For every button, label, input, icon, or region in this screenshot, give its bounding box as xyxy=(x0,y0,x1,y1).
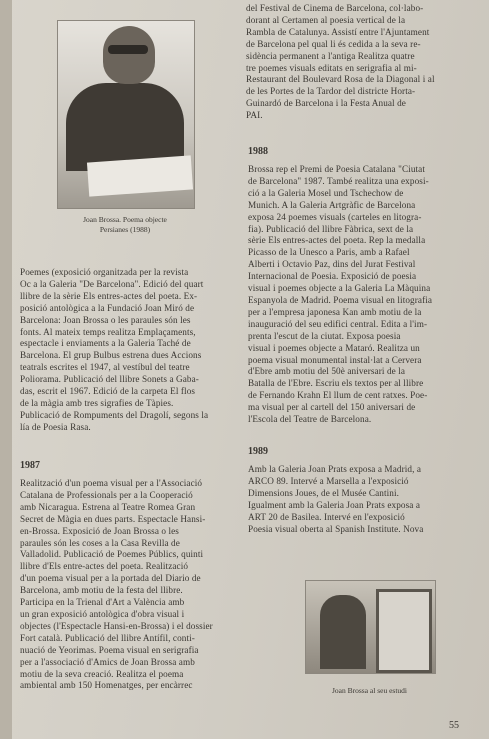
text-line: per a l'associació d'Amics de Joan Brossa amb xyxy=(20,656,195,667)
text-line: de Barcelona pel qual li és cedida a la seva re- xyxy=(246,38,421,49)
text-line: un gran exposició antològica d'obra visual i xyxy=(20,608,185,619)
text-line: fonts. Al mateix temps realitza Emplaçaments, xyxy=(20,326,196,337)
text-line: motiu de la seva creació. Realitza el poema xyxy=(20,668,184,679)
text-line: sidència permanent a l'antiga Realitza quatre xyxy=(246,50,415,61)
text-line: Barcelona: Joan Brossa o les paraules són les xyxy=(20,314,191,325)
text-line: Secret de Màgia en dues parts. Espectacle Hansi- xyxy=(20,513,206,524)
text-line: ció a la Galeria Mosel und Tschechow de xyxy=(248,187,404,198)
year-heading-1989: 1989 xyxy=(248,446,268,457)
text-line: Internacional de Poesia. Exposició de poesia xyxy=(248,271,417,282)
text-line: Guinardó de Barcelona i la Festa Anual de xyxy=(246,98,406,109)
text-line: sèrie Els entres-actes del poeta. Rep la medalla xyxy=(248,235,426,246)
text-line: ambiental amb 150 Homenatges, per encàrrec xyxy=(20,680,193,691)
studio-photo xyxy=(305,580,436,674)
text-line: PAI. xyxy=(246,110,263,121)
text-line: llibre d'Els entre-actes del poeta. Realització xyxy=(20,561,189,572)
text-line: visual i poemes objecte a la Galeria La Màquina xyxy=(248,283,431,294)
photo-figure xyxy=(320,595,366,669)
photo-artwork-frame xyxy=(376,589,432,673)
studio-photo-caption: Joan Brossa al seu estudi xyxy=(332,686,407,695)
year-heading-1987: 1987 xyxy=(20,460,40,471)
caption-line: Joan Brossa. Poema objecte xyxy=(83,215,167,224)
text-line: Participa en la Trienal d'Art a València amb xyxy=(20,597,185,608)
text-line: Barcelona, amb motiu de la festa del llibre. xyxy=(20,585,183,596)
text-line: Poemes (exposició organitzada per la revista xyxy=(20,267,189,277)
text-line: dorant al Certamen al poesia vertical de la xyxy=(246,14,406,25)
text-line: Brossa rep el Premi de Poesia Catalana "Ciutat xyxy=(248,164,425,174)
text-line: paraules són les coses a la Casa Revilla de xyxy=(20,537,180,548)
page-gutter xyxy=(0,0,12,739)
text-line: ma visual per al cartell del 150 aniversari de xyxy=(248,402,416,413)
text-line: Dimensions Joues, de el Musée Cantini. xyxy=(248,487,400,498)
text-line: Munich. A la Galeria Artgràfic de Barcelona xyxy=(248,199,416,210)
text-line: l'Escola del Teatre de Barcelona. xyxy=(248,414,372,425)
text-line: inauguració del seu edifici central. Edita a l'im- xyxy=(248,318,428,329)
text-line: teatrals escrites el 1947, al vestíbul del teatre xyxy=(20,362,190,373)
paragraph-1986-continued xyxy=(20,267,208,434)
text-line: Valladolid. Publicació de Poemes Públics, quinti xyxy=(20,549,204,560)
text-line: de Fernando Krahn El llum de cent ratxes. Poe- xyxy=(248,390,428,401)
text-line: Poliorama. Publicació del llibre Sonets a Gaba- xyxy=(20,374,199,385)
text-line: Rambla de Catalunya. Assistí entre l'Ajuntament xyxy=(246,26,430,37)
text-line: Amb la Galeria Joan Prats exposa a Madrid, a xyxy=(248,464,422,474)
text-line: amb Nicaragua. Estrena al Teatre Romea Gran xyxy=(20,501,196,512)
text-line: poema visual monumental instal·lat a Cervera xyxy=(248,354,422,365)
year-heading-1988: 1988 xyxy=(248,146,268,157)
paragraph-1988 xyxy=(248,164,432,426)
photo-figure-head xyxy=(103,26,155,84)
text-line: de les Portes de la Tardor del districte Horta- xyxy=(246,86,416,97)
text-line: exposa 24 poemes visuals (carteles en litogra- xyxy=(248,211,422,222)
text-line: llibre de la sèrie Els entres-actes del poeta. Ex- xyxy=(20,290,198,301)
text-line: d'Ebre amb motiu del 50è aniversari de la xyxy=(248,366,406,377)
photo-glasses xyxy=(108,45,148,54)
text-line: visual i poemes objecte a Mataró. Realitza un xyxy=(248,342,420,353)
text-line: prenta l'escut de la ciutat. Exposa poesia xyxy=(248,330,401,341)
text-line: Publicació de Rompuments del Dragolí, segons la xyxy=(20,409,209,420)
text-line: Batalla de l'Ebre. Escriu els textos per al llibre xyxy=(248,378,424,389)
text-line: Restaurant del Boulevard Rosa de la Diagonal i al xyxy=(246,74,435,85)
text-line: Catalana de Professionals per a la Cooperació xyxy=(20,489,193,500)
text-line: Oc a la Galeria "De Barcelona". Edició del quart xyxy=(20,278,204,289)
page-number: 55 xyxy=(449,720,459,731)
paragraph-1987-continued xyxy=(246,3,435,122)
text-line: per a l'empresa japonesa Kan amb motiu de la xyxy=(248,306,422,317)
caption-line: Persianes (1988) xyxy=(99,225,151,234)
text-line: ART 20 de Basilea. Intervé en l'exposició xyxy=(248,511,405,522)
photo-caption xyxy=(57,215,193,235)
text-line: espectacle i enviaments a la Galeria Taché de xyxy=(20,338,191,349)
text-line: ARCO 89. Intervé a Marsella a l'exposició xyxy=(248,475,409,486)
text-line: Espanyola de Madrid. Poema visual en litografia xyxy=(248,294,433,305)
text-line: Realització d'un poema visual per a l'Associació xyxy=(20,478,203,488)
text-line: Alberti i Octavio Paz, dins del Jurat Festival xyxy=(248,259,416,270)
text-line: objectes (l'Espectacle Hansi-en-Brossa) i el dossier xyxy=(20,620,213,631)
text-line: Fort català. Publicació del llibre Antífil, conti- xyxy=(20,632,195,643)
text-line: posició antològica a la Fundació Joan Miró de xyxy=(20,302,195,313)
paragraph-1987 xyxy=(20,478,213,692)
text-line: del Festival de Cinema de Barcelona, col·labo- xyxy=(246,3,424,13)
text-line: lía de Poesia Rasa. xyxy=(20,421,91,432)
text-line: Barcelona. El grup Bulbus estrena dues Accions xyxy=(20,350,202,361)
text-line: Picasso de la Unesco a Paris, amb a Rafael xyxy=(248,247,410,258)
text-line: Igualment amb la Galeria Joan Prats exposa a xyxy=(248,499,421,510)
text-line: de Barcelona" 1987. També realitza una exposi- xyxy=(248,175,429,186)
portrait-photo xyxy=(57,20,195,209)
text-line: d'un poema visual per a la portada del Diario de xyxy=(20,573,201,584)
text-line: en-Brossa. Exposició de Joan Brossa o les xyxy=(20,525,179,536)
text-line: de la màgia amb tres sigrafies de Tàpies. xyxy=(20,397,174,408)
photo-paper xyxy=(87,155,193,196)
text-line: fia). Publicació del llibre Fàbrica, sext de la xyxy=(248,223,414,234)
text-line: tre poemes visuals editats en serigrafia al mi- xyxy=(246,62,417,73)
text-line: nuació de Yeorimas. Poema visual en serigrafia xyxy=(20,644,199,655)
paragraph-1989 xyxy=(248,464,423,535)
text-line: das, escrit el 1967. Edició de la carpeta El flos xyxy=(20,386,196,397)
text-line: Poesia visual oberta al Spanish Institute. Nova xyxy=(248,523,424,534)
